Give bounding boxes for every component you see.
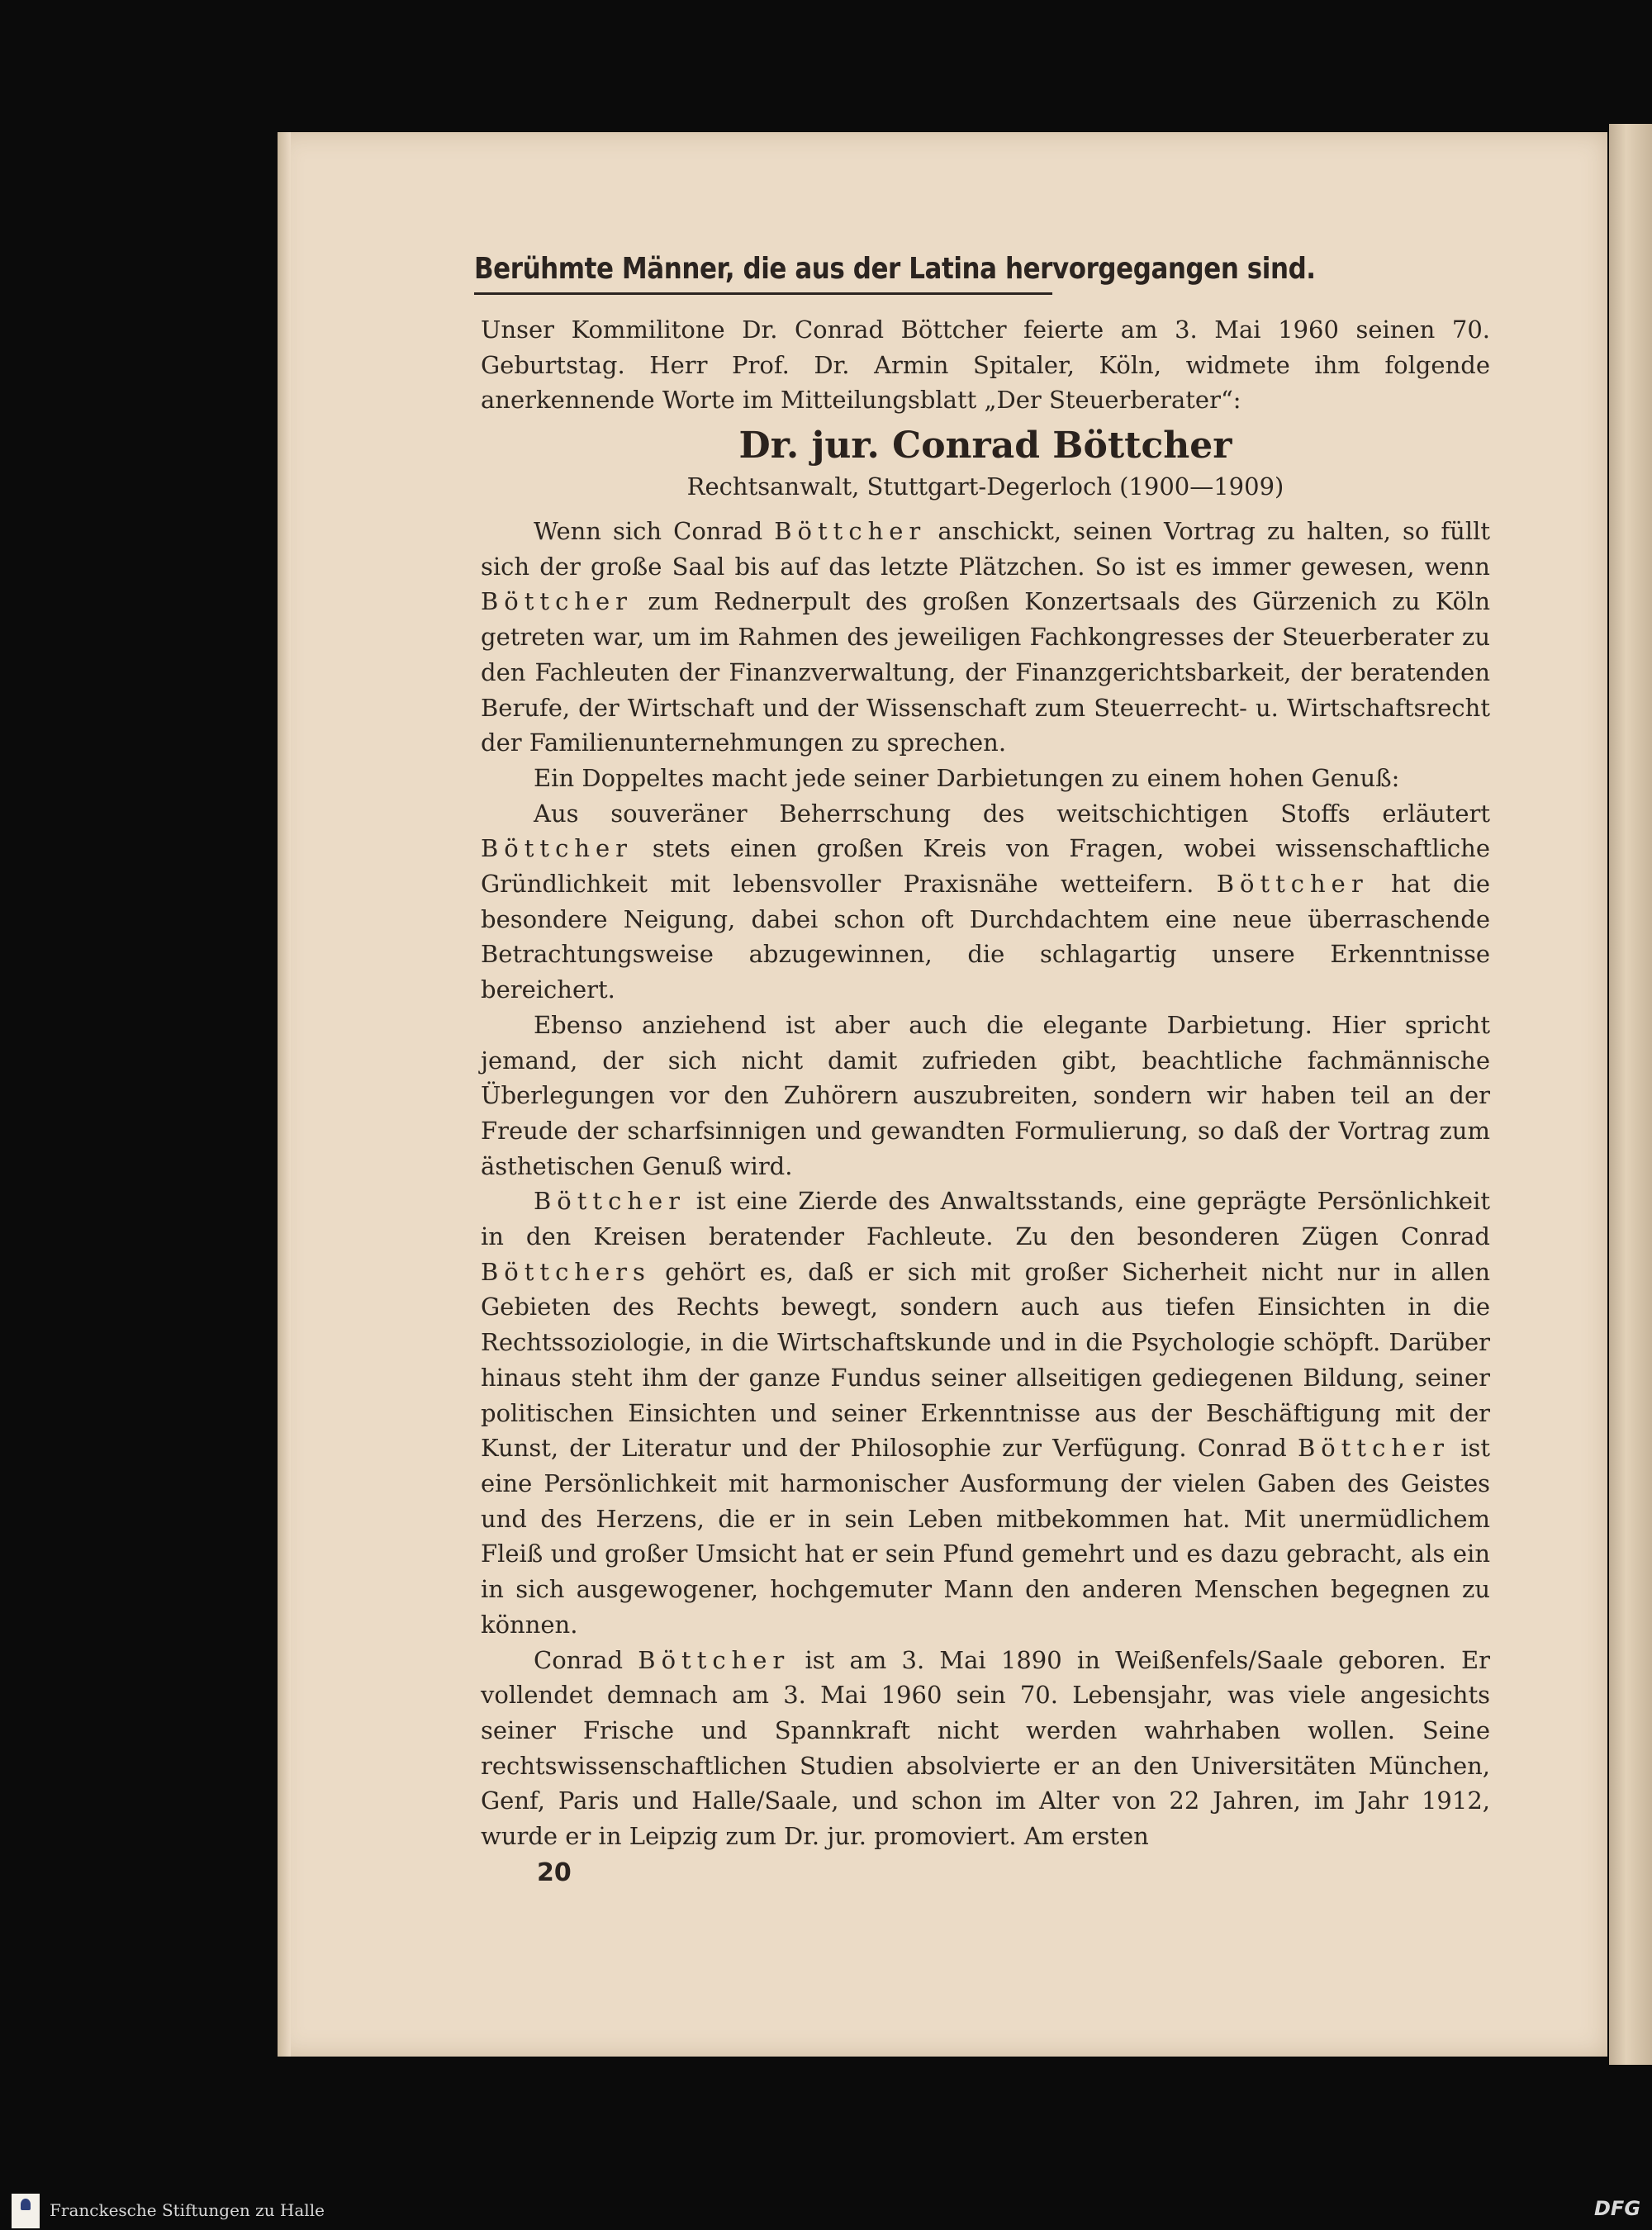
surname: Böttcher: [1216, 870, 1369, 899]
surname: Böttcher: [638, 1645, 790, 1674]
article-title: Dr. jur. Conrad Böttcher: [738, 425, 1232, 467]
surname: Böttchers: [481, 1257, 651, 1286]
paragraph: Aus souveräner Beherrschung des weitschichtigen Stoffs erläutert Böttcher stets einen großen Kreis von Fragen, wobei wissenschaftliche Gründlichkeit mit lebensvoller Praxisnähe wetteifern. Böttcher hat die besondere Neigung, dabei schon oft Durchdachtem eine neue überraschende Betrachtungsweise abzugewinnen, die schlagartig unsere Erkenntnisse bereichert.: [481, 799, 1491, 1004]
paragraph: Ebenso anziehend ist aber auch die elegante Darbietung. Hier spricht jemand, der sich nicht damit zufrieden gibt, beachtliche fachmännische Überlegungen vor den Zuhörern auszubreiten, sondern wir haben teil an der Freude der scharfsinnigen und gewandten Formulierung, so daß der Vortrag zum ästhetischen Genuß wird.: [481, 1010, 1490, 1180]
intro-paragraph: Unser Kommilitone Dr. Conrad Böttcher feierte am 3. Mai 1960 seinen 70. Geburtstag. Herr Prof. Dr. Armin Spitaler, Köln, widmete ihm folgende anerkennende Worte im Mitteilungsblatt „Der Steuerberater“:: [481, 316, 1490, 415]
surname: Böttcher: [481, 587, 634, 616]
page-edge: [1609, 124, 1652, 2065]
paragraph: Wenn sich Conrad Böttcher anschickt, seinen Vortrag zu halten, so füllt sich der große Saal bis auf das letzte Plätzchen. So ist es immer gewesen, wenn Böttcher zum Rednerpult des großen Konzertsaals des Gürzenich zu Köln getreten war, um im Rahmen des jeweiligen Fachkongresses der Steuerberater zu den Fachleuten der Finanzverwaltung, der Finanzgerichtsbarkeit, der beratenden Berufe, der Wirtschaft und der Wissenschaft zum Steuerrecht- u. Wirtschaftsrecht der Familienunternehmungen zu sprechen.: [481, 517, 1491, 757]
surname: Böttcher: [1298, 1434, 1450, 1463]
institution-name: Franckesche Stiftungen zu Halle: [50, 2200, 325, 2220]
dfg-logo: DFG: [1594, 2197, 1641, 2220]
paragraph: Böttcher ist eine Zierde des Anwaltsstands, eine geprägte Persönlichkeit in den Kreisen beratender Fachleute. Zu den besonderen Zügen Conrad Böttchers gehört es, daß er sich mit großer Sicherheit nicht nur in allen Gebieten des Rechts bewegt, sondern auch aus tiefen Einsichten in die Rechtssoziologie, in die Wirtschaftskunde und in die Psychologie schöpft. Darüber hinaus steht ihm der ganze Fundus seiner allseitigen gediegenen Bildung, seiner politischen Einsichten und seiner Erkenntnisse aus der Beschäftigung mit der Kunst, der Literatur und der Philosophie zur Verfügung. Conrad Böttcher ist eine Persönlichkeit mit harmonischer Ausformung der vielen Gaben des Geistes und des Herzens, die er in sein Leben mitbekommen hat. Mit unermüdlichem Fleiß und großer Umsicht hat er sein Pfund gemehrt und es dazu gebracht, als ein in sich ausgewogener, hochgemuter Mann den anderen Menschen begegnen zu können.: [481, 1187, 1491, 1639]
paragraph: Conrad Böttcher ist am 3. Mai 1890 in Weißenfels/Saale geboren. Er vollendet demnach am 3. Mai 1960 sein 70. Lebensjahr, was viele angesichts seiner Frische und Spannkraft nicht werden wahrhaben wollen. Seine rechtswissenschaftlichen Studien absolvierte er an den Universitäten München, Genf, Paris und Halle/Saale, und schon im Alter von 22 Jahren, im Jahr 1912, wurde er in Leipzig zum Dr. jur. promoviert. Am ersten: [481, 1645, 1491, 1851]
section-heading: Berühmte Männer, die aus der Latina hervorgegangen sind.: [474, 252, 1052, 295]
surname: Böttcher: [534, 1187, 686, 1216]
article-subtitle: Rechtsanwalt, Stuttgart-Degerloch (1900—1909): [686, 472, 1284, 501]
page-gutter: [278, 132, 291, 2057]
page-number: 20: [537, 1858, 572, 1887]
paragraph: Ein Doppeltes macht jede seiner Darbietungen zu einem hohen Genuß:: [534, 763, 1400, 792]
surname: Böttcher: [774, 517, 927, 545]
surname: Böttcher: [481, 834, 634, 863]
article-body: [481, 514, 1490, 1854]
institution-logo-icon: [12, 2194, 40, 2228]
